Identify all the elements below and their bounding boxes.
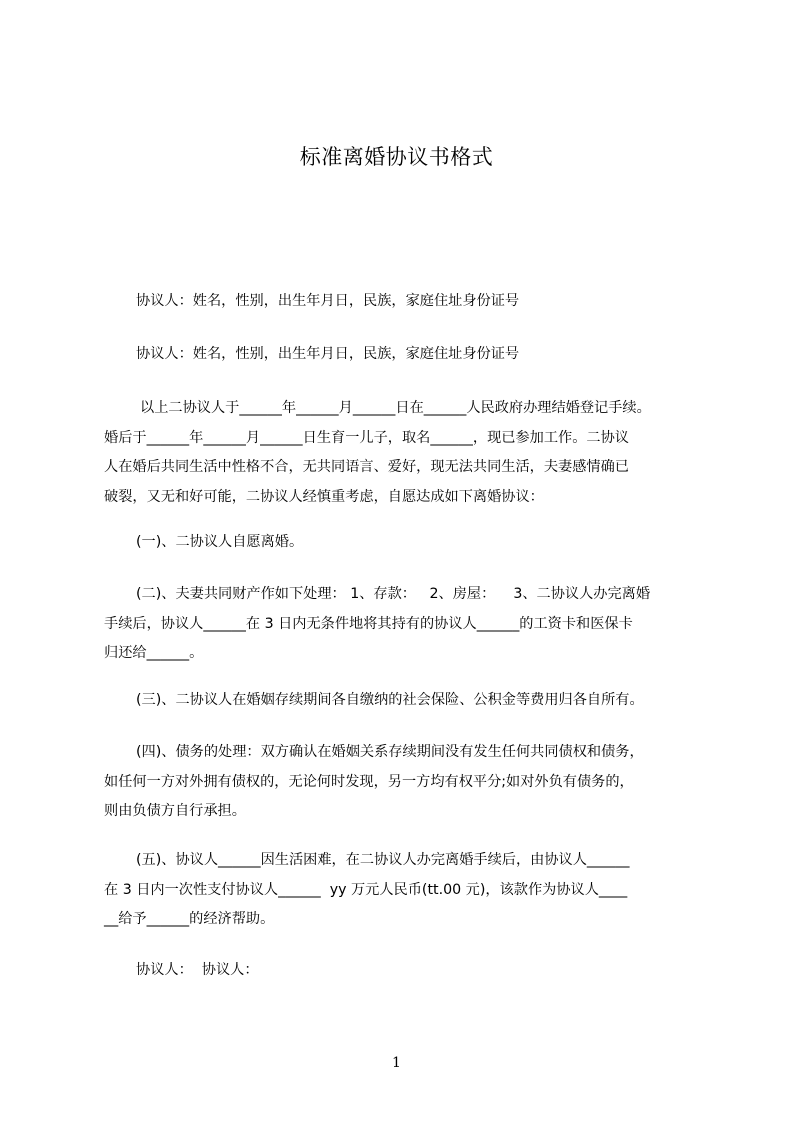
intro-line: 破裂，又无和好可能，二协议人经慎重考虑，自愿达成如下离婚协议： bbox=[104, 488, 544, 505]
signature-block bbox=[136, 956, 748, 986]
clause-5-line: __给予______的经济帮助。 bbox=[104, 911, 275, 927]
clause-1-line: (一)、二协议人自愿离婚。 bbox=[136, 534, 304, 550]
party-2-line: 协议人：姓名，性别，出生年月日，民族，家庭住址身份证号 bbox=[136, 346, 520, 362]
clause-3 bbox=[136, 686, 748, 716]
intro-line: 婚后于______年______月______日生育一儿子，取名______，现已参加工作。二协议 bbox=[104, 429, 629, 446]
intro-paragraph bbox=[104, 394, 716, 512]
clause-2-line: 归还给______。 bbox=[104, 645, 204, 661]
intro-line: 人在婚后共同生活中性格不合，无共同语言、爱好，现无法共同生活，夫妻感情确已 bbox=[104, 459, 629, 475]
page-number: 1 bbox=[392, 1055, 401, 1071]
clause-2-line: 手续后，协议人______在 3 日内无条件地将其持有的协议人______的工资卡和医保卡 bbox=[104, 615, 633, 632]
clause-4 bbox=[104, 738, 716, 827]
clause-4-line: 则由负债方自行承担。 bbox=[104, 803, 246, 819]
clause-4-line: (四)、债务的处理：双方确认在婚姻关系存续期间没有发生任何共同债权和债务， bbox=[136, 744, 644, 760]
clause-5-line: 在 3 日内一次性支付协议人______ yy 万元人民币(tt.00 元)，该款作为协议人____ bbox=[104, 881, 628, 898]
clause-5-line: (五)、协议人______因生活困难，在二协议人办完离婚手续后，由协议人______ bbox=[136, 852, 630, 868]
signature-line: 协议人： 协议人： bbox=[136, 962, 259, 978]
party-2-info bbox=[136, 340, 748, 370]
clause-2-line: (二)、夫妻共同财产作如下处理： 1、存款： 2、房屋： 3、二协议人办完离婚 bbox=[136, 586, 651, 602]
clause-1 bbox=[136, 528, 748, 558]
clause-5 bbox=[104, 846, 716, 935]
party-1-line: 协议人：姓名，性别，出生年月日，民族，家庭住址身份证号 bbox=[136, 293, 520, 309]
intro-line: 以上二协议人于______年______月______日在______人民政府办理结婚登记手续。 bbox=[140, 400, 651, 416]
party-1-info bbox=[136, 287, 748, 317]
clause-4-line: 如任何一方对外拥有债权的，无论何时发现，另一方均有权平分;如对外负有债务的， bbox=[104, 773, 634, 790]
document-title: 标准离婚协议书格式 bbox=[299, 145, 494, 169]
clause-2 bbox=[104, 580, 716, 669]
clause-3-line: (三)、二协议人在婚姻存续期间各自缴纳的社会保险、公积金等费用归各自所有。 bbox=[136, 692, 644, 708]
